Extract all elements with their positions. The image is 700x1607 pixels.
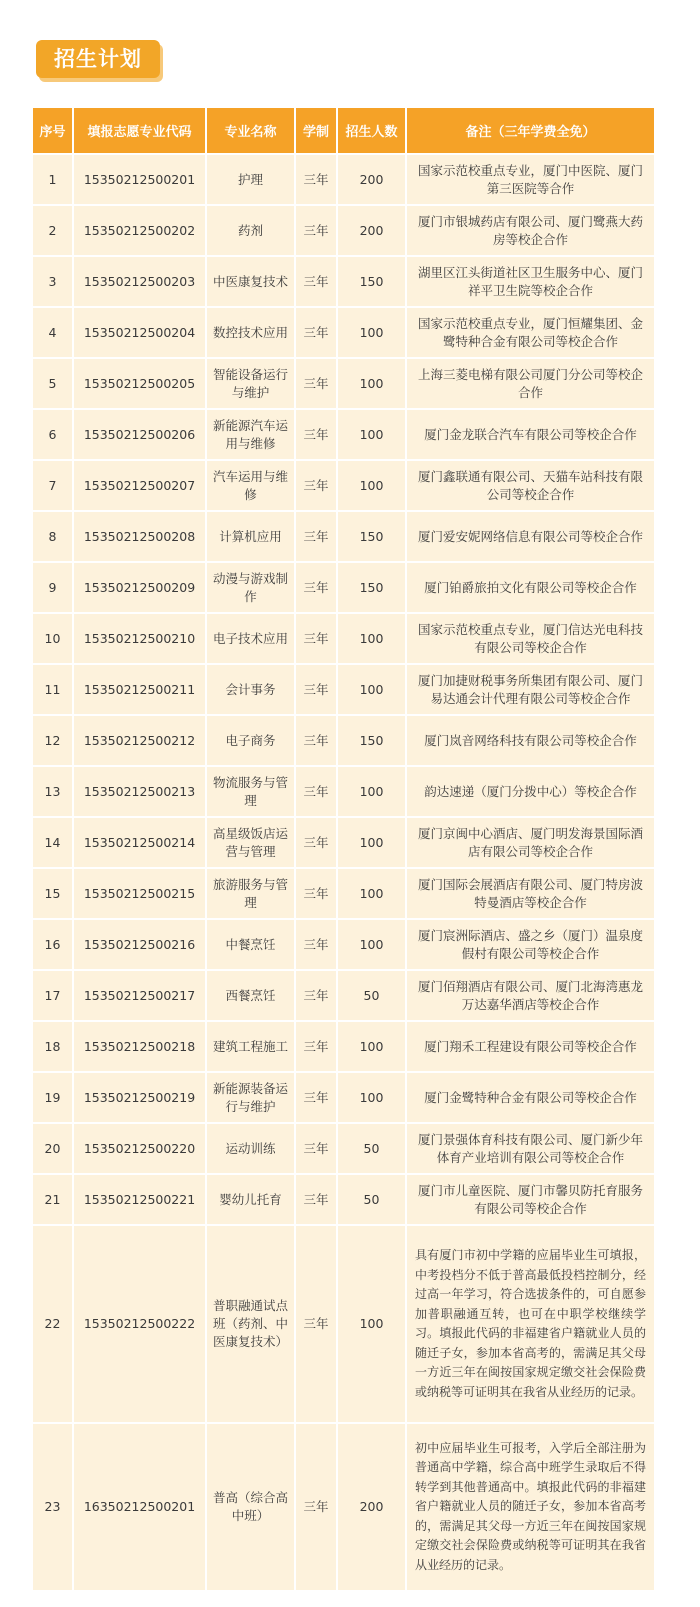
cell-name: 电子商务 (207, 716, 296, 767)
cell-code: 15350212500215 (74, 869, 207, 920)
cell-no: 20 (33, 1124, 74, 1175)
cell-note: 厦门爱安妮网络信息有限公司等校企合作 (407, 512, 654, 563)
table-row (33, 1022, 654, 1073)
cell-name: 中餐烹饪 (207, 920, 296, 971)
cell-years: 三年 (296, 614, 338, 665)
cell-code: 15350212500221 (74, 1175, 207, 1226)
table-row (33, 1226, 654, 1424)
cell-years: 三年 (296, 308, 338, 359)
table-row (33, 818, 654, 869)
table-row (33, 563, 654, 614)
cell-count: 100 (338, 461, 407, 512)
cell-count: 50 (338, 1124, 407, 1175)
table-row (33, 971, 654, 1022)
cell-name: 婴幼儿托育 (207, 1175, 296, 1226)
cell-name: 运动训练 (207, 1124, 296, 1175)
cell-note: 国家示范校重点专业，厦门恒耀集团、金鹭特种合金有限公司等校企合作 (407, 308, 654, 359)
cell-code: 15350212500214 (74, 818, 207, 869)
cell-years: 三年 (296, 767, 338, 818)
table-row (33, 410, 654, 461)
cell-name: 新能源汽车运用与维修 (207, 410, 296, 461)
cell-note: 韵达速递（厦门分拨中心）等校企合作 (407, 767, 654, 818)
cell-count: 100 (338, 818, 407, 869)
cell-no: 3 (33, 257, 74, 308)
cell-note: 厦门金鹭特种合金有限公司等校企合作 (407, 1073, 654, 1124)
cell-no: 10 (33, 614, 74, 665)
cell-count: 50 (338, 971, 407, 1022)
cell-no: 19 (33, 1073, 74, 1124)
cell-years: 三年 (296, 869, 338, 920)
cell-years: 三年 (296, 1124, 338, 1175)
cell-no: 1 (33, 155, 74, 206)
cell-count: 100 (338, 767, 407, 818)
cell-code: 15350212500208 (74, 512, 207, 563)
table-header-row (33, 108, 654, 155)
cell-name: 新能源装备运行与维护 (207, 1073, 296, 1124)
table-row (33, 767, 654, 818)
cell-years: 三年 (296, 1226, 338, 1424)
cell-name: 电子技术应用 (207, 614, 296, 665)
cell-years: 三年 (296, 1022, 338, 1073)
cell-count: 100 (338, 1226, 407, 1424)
cell-years: 三年 (296, 257, 338, 308)
cell-name: 计算机应用 (207, 512, 296, 563)
cell-note: 厦门京闽中心酒店、厦门明发海景国际酒店有限公司等校企合作 (407, 818, 654, 869)
cell-no: 2 (33, 206, 74, 257)
cell-code: 15350212500207 (74, 461, 207, 512)
cell-no: 9 (33, 563, 74, 614)
cell-note: 厦门鑫联通有限公司、天猫车站科技有限公司等校企合作 (407, 461, 654, 512)
cell-code: 15350212500201 (74, 155, 207, 206)
cell-no: 4 (33, 308, 74, 359)
cell-years: 三年 (296, 920, 338, 971)
cell-note: 厦门岚音网络科技有限公司等校企合作 (407, 716, 654, 767)
cell-note: 厦门市银城药店有限公司、厦门鹭燕大药房等校企合作 (407, 206, 654, 257)
table-row (33, 716, 654, 767)
cell-code: 15350212500216 (74, 920, 207, 971)
cell-note: 厦门宸洲际酒店、盛之乡（厦门）温泉度假村有限公司等校企合作 (407, 920, 654, 971)
cell-years: 三年 (296, 512, 338, 563)
cell-no: 22 (33, 1226, 74, 1424)
header-years: 学制 (296, 108, 338, 155)
cell-years: 三年 (296, 1424, 338, 1592)
cell-code: 15350212500203 (74, 257, 207, 308)
cell-no: 7 (33, 461, 74, 512)
cell-code: 15350212500213 (74, 767, 207, 818)
header-note: 备注（三年学费全免） (407, 108, 654, 155)
cell-count: 200 (338, 155, 407, 206)
table-row (33, 869, 654, 920)
cell-years: 三年 (296, 1175, 338, 1226)
table-row (33, 461, 654, 512)
cell-note: 具有厦门市初中学籍的应届毕业生可填报，中考投档分不低于普高最低投档控制分，经过高一年学习，符合选拔条件的，可自愿参加普职融通互转，也可在中职学校继续学习。填报此代码的非福建省户籍就业人员的随迁子女，参加本省高考的，需满足其父母一方近三年在闽按国家规定缴交社会保险费或纳税等可证明其在我省从业经历的记录。 (407, 1226, 654, 1424)
cell-note: 厦门翔禾工程建设有限公司等校企合作 (407, 1022, 654, 1073)
cell-code: 15350212500218 (74, 1022, 207, 1073)
cell-no: 15 (33, 869, 74, 920)
cell-note: 国家示范校重点专业，厦门信达光电科技有限公司等校企合作 (407, 614, 654, 665)
table-row (33, 920, 654, 971)
table-row (33, 665, 654, 716)
cell-code: 15350212500204 (74, 308, 207, 359)
cell-count: 150 (338, 716, 407, 767)
cell-no: 11 (33, 665, 74, 716)
cell-count: 100 (338, 665, 407, 716)
cell-count: 100 (338, 1073, 407, 1124)
cell-name: 汽车运用与维修 (207, 461, 296, 512)
cell-count: 200 (338, 206, 407, 257)
cell-count: 100 (338, 410, 407, 461)
cell-code: 15350212500206 (74, 410, 207, 461)
cell-count: 150 (338, 512, 407, 563)
cell-code: 15350212500220 (74, 1124, 207, 1175)
cell-name: 高星级饭店运营与管理 (207, 818, 296, 869)
cell-no: 6 (33, 410, 74, 461)
cell-years: 三年 (296, 410, 338, 461)
cell-count: 150 (338, 563, 407, 614)
cell-count: 100 (338, 1022, 407, 1073)
cell-years: 三年 (296, 563, 338, 614)
cell-name: 物流服务与管理 (207, 767, 296, 818)
cell-note: 初中应届毕业生可报考，入学后全部注册为普通高中学籍，综合高中班学生录取后不得转学到其他普通高中。填报此代码的非福建省户籍就业人员的随迁子女，参加本省高考的，需满足其父母一方近三年在闽按国家规定缴交社会保险费或纳税等可证明其在我省从业经历的记录。 (407, 1424, 654, 1592)
cell-code: 15350212500222 (74, 1226, 207, 1424)
table-row (33, 308, 654, 359)
cell-count: 100 (338, 869, 407, 920)
cell-name: 普职融通试点班（药剂、中医康复技术） (207, 1226, 296, 1424)
cell-note: 国家示范校重点专业，厦门中医院、厦门第三医院等合作 (407, 155, 654, 206)
table-row (33, 206, 654, 257)
cell-name: 动漫与游戏制作 (207, 563, 296, 614)
cell-years: 三年 (296, 818, 338, 869)
header-count: 招生人数 (338, 108, 407, 155)
cell-count: 150 (338, 257, 407, 308)
header-no: 序号 (33, 108, 74, 155)
table-row (33, 1424, 654, 1592)
cell-no: 21 (33, 1175, 74, 1226)
cell-years: 三年 (296, 359, 338, 410)
table-row (33, 512, 654, 563)
table-body (33, 155, 654, 1592)
page-title: 招生计划 (54, 47, 142, 71)
header-code: 填报志愿专业代码 (74, 108, 207, 155)
cell-code: 15350212500212 (74, 716, 207, 767)
cell-name: 西餐烹饪 (207, 971, 296, 1022)
table-row (33, 614, 654, 665)
cell-no: 5 (33, 359, 74, 410)
table-row (33, 155, 654, 206)
table-row (33, 257, 654, 308)
cell-name: 智能设备运行与维护 (207, 359, 296, 410)
cell-name: 药剂 (207, 206, 296, 257)
cell-no: 17 (33, 971, 74, 1022)
cell-years: 三年 (296, 155, 338, 206)
cell-years: 三年 (296, 206, 338, 257)
cell-note: 厦门金龙联合汽车有限公司等校企合作 (407, 410, 654, 461)
cell-code: 15350212500211 (74, 665, 207, 716)
cell-years: 三年 (296, 461, 338, 512)
cell-count: 50 (338, 1175, 407, 1226)
cell-name: 会计事务 (207, 665, 296, 716)
cell-name: 旅游服务与管理 (207, 869, 296, 920)
cell-count: 100 (338, 308, 407, 359)
cell-code: 15350212500217 (74, 971, 207, 1022)
cell-code: 15350212500210 (74, 614, 207, 665)
cell-name: 护理 (207, 155, 296, 206)
cell-count: 100 (338, 359, 407, 410)
table-row (33, 359, 654, 410)
cell-years: 三年 (296, 665, 338, 716)
cell-note: 湖里区江头街道社区卫生服务中心、厦门祥平卫生院等校企合作 (407, 257, 654, 308)
cell-code: 16350212500201 (74, 1424, 207, 1592)
cell-name: 建筑工程施工 (207, 1022, 296, 1073)
cell-name: 数控技术应用 (207, 308, 296, 359)
cell-count: 200 (338, 1424, 407, 1592)
cell-note: 厦门国际会展酒店有限公司、厦门特房波特曼酒店等校企合作 (407, 869, 654, 920)
cell-years: 三年 (296, 971, 338, 1022)
cell-name: 中医康复技术 (207, 257, 296, 308)
title-badge-wrap (36, 40, 166, 84)
cell-years: 三年 (296, 716, 338, 767)
cell-code: 15350212500205 (74, 359, 207, 410)
cell-count: 100 (338, 920, 407, 971)
table-row (33, 1175, 654, 1226)
cell-no: 23 (33, 1424, 74, 1592)
cell-count: 100 (338, 614, 407, 665)
cell-code: 15350212500202 (74, 206, 207, 257)
cell-years: 三年 (296, 1073, 338, 1124)
cell-note: 厦门加捷财税事务所集团有限公司、厦门易达通会计代理有限公司等校企合作 (407, 665, 654, 716)
cell-note: 厦门市儿童医院、厦门市馨贝防托育服务有限公司等校企合作 (407, 1175, 654, 1226)
cell-note: 厦门铂爵旅拍文化有限公司等校企合作 (407, 563, 654, 614)
cell-no: 14 (33, 818, 74, 869)
cell-no: 12 (33, 716, 74, 767)
cell-note: 厦门景强体育科技有限公司、厦门新少年体育产业培训有限公司等校企合作 (407, 1124, 654, 1175)
cell-name: 普高（综合高中班） (207, 1424, 296, 1592)
cell-note: 厦门佰翔酒店有限公司、厦门北海湾惠龙万达嘉华酒店等校企合作 (407, 971, 654, 1022)
cell-no: 8 (33, 512, 74, 563)
enrollment-table (33, 108, 654, 1592)
cell-note: 上海三菱电梯有限公司厦门分公司等校企合作 (407, 359, 654, 410)
table-row (33, 1124, 654, 1175)
cell-no: 13 (33, 767, 74, 818)
cell-no: 16 (33, 920, 74, 971)
cell-no: 18 (33, 1022, 74, 1073)
table-row (33, 1073, 654, 1124)
enrollment-table-wrap (33, 108, 654, 1592)
cell-code: 15350212500219 (74, 1073, 207, 1124)
header-name: 专业名称 (207, 108, 296, 155)
cell-code: 15350212500209 (74, 563, 207, 614)
